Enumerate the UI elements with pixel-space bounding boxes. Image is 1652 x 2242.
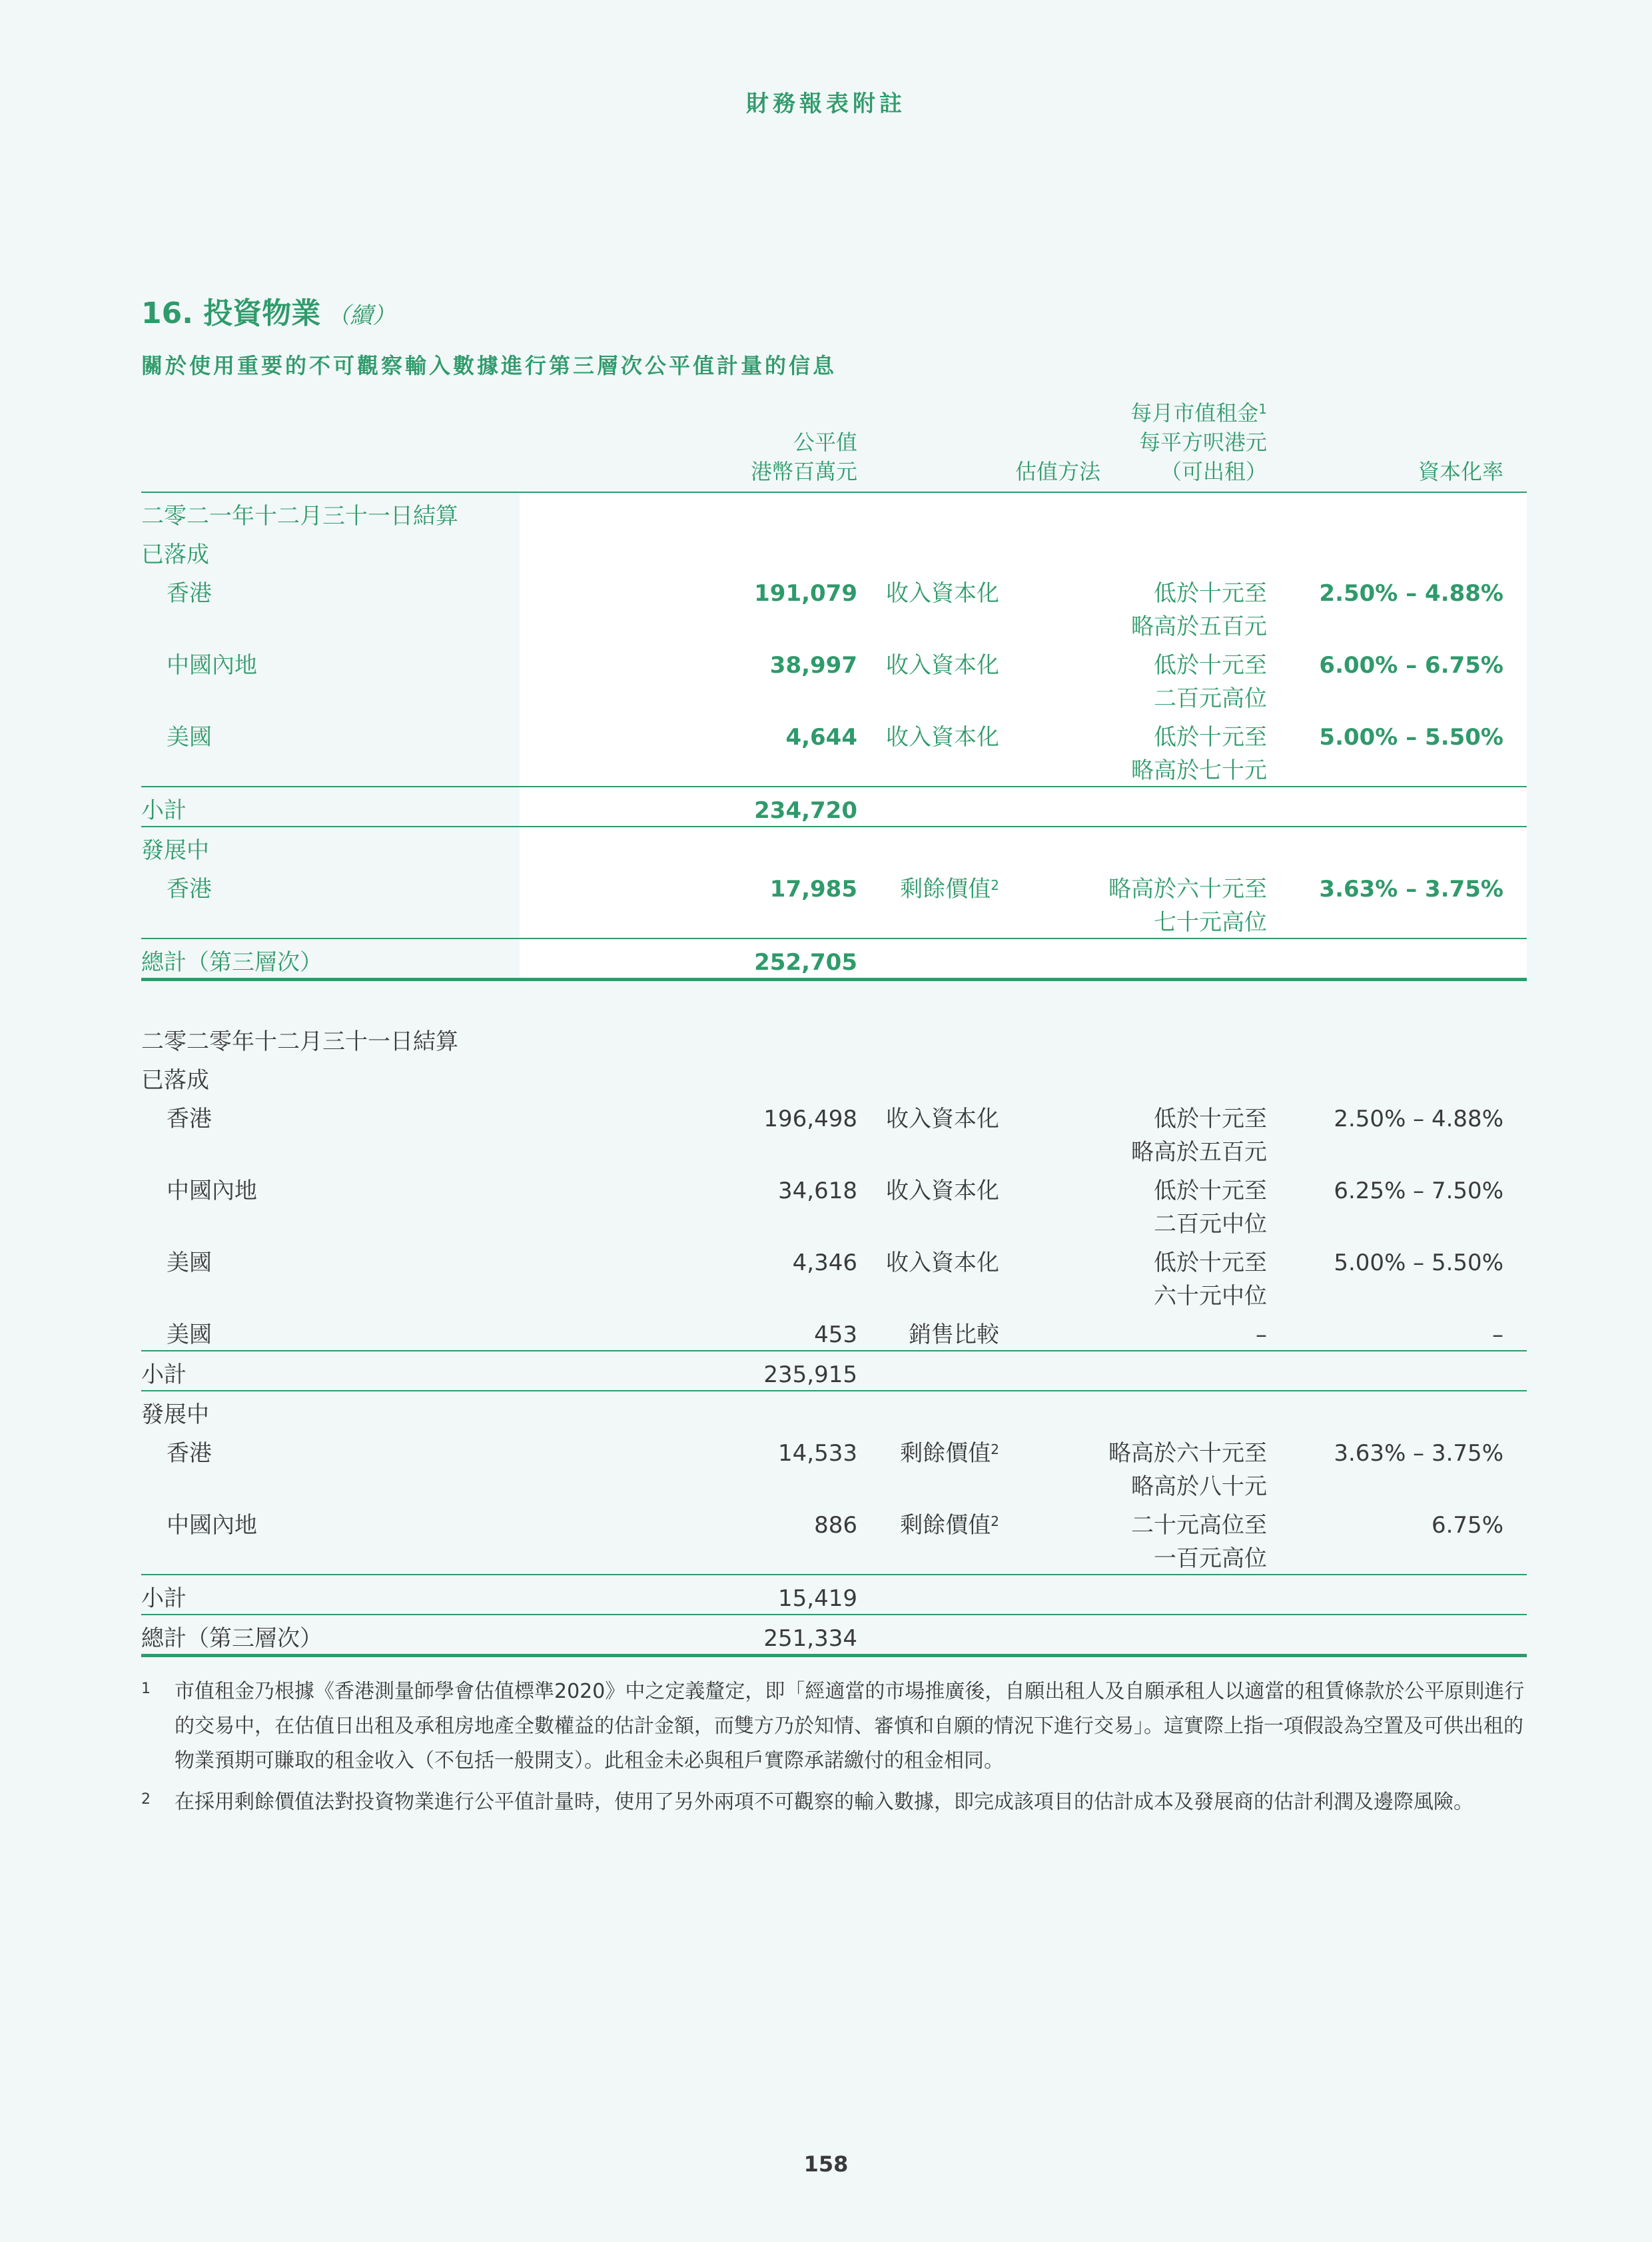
rate-cell: 5.00% – 5.50% [1319,724,1503,751]
fair-value-cell: 453 [814,1321,857,1348]
group-row [141,532,1527,570]
rate-cell: 3.63% – 3.75% [1334,1440,1503,1467]
table-row [141,1311,1527,1350]
subtotal-row [141,787,1527,826]
table-row [141,714,1527,786]
rent-cell: 低於十元至 二百元高位 [1154,652,1267,712]
rent-cell: 低於十元至 六十元中位 [1154,1250,1267,1309]
fair-value-cell: 886 [814,1512,857,1539]
footnote-number: 1 [141,1681,151,1697]
rate-cell: 6.75% [1431,1512,1503,1539]
rent-cell: 低於十元至 略高於五百元 [1131,1106,1267,1166]
group-row [141,1057,1527,1096]
col-cap-rate: 資本化率 [1418,459,1503,484]
period-label: 二零二零年十二月三十一日結算 [141,1028,458,1055]
table-row [141,570,1527,642]
rate-cell: 2.50% – 4.88% [1319,580,1503,607]
method-cell [900,873,999,906]
method-text: 剩餘價值 [900,876,991,903]
rent-cell: 低於十元至 略高於七十元 [1131,724,1267,784]
method-cell: 收入資本化 [886,724,999,751]
footnote-text: 市值租金乃根據《香港測量師學會估值標準2020》中之定義釐定，即「經適當的市場推廣後，自願出租人及自願承租人以適當的租賃條款於公平原則進行的交易中，在估值日出租及承租房地產全數權益的估計金額，而雙方乃於知情、審慎和自願的情況下進行交易」。這實際上指一項假設為空置及可供出租的物業預期可賺取的租金收入（不包括一般開支）。此租金未必與租戶實際承諾繳付的租金相同。 [175,1680,1525,1772]
table-row [141,1430,1527,1502]
fair-value-cell: 14,533 [778,1440,857,1467]
table-header [141,402,1527,492]
current-year-block [141,493,1527,981]
region-cell: 香港 [167,1106,212,1132]
subtotal-value: 235,915 [763,1361,857,1388]
rent-cell: 低於十元至 二百元中位 [1154,1178,1267,1238]
region-cell: 香港 [167,1440,212,1467]
rate-cell: 6.25% – 7.50% [1334,1178,1503,1204]
rent-cell: – [1256,1321,1267,1348]
period-label: 二零二一年十二月三十一日結算 [141,503,458,530]
block-gap [141,981,1527,1018]
footnote-1 [141,1675,1527,1778]
section-title [141,289,395,332]
rate-cell: 5.00% – 5.50% [1334,1250,1503,1276]
method-cell: 收入資本化 [886,580,999,607]
col-fair-value: 公平值 港幣百萬元 [750,430,857,484]
subtotal-label: 小計 [141,1361,187,1388]
group-label: 發展中 [141,1401,209,1428]
footnote-2 [141,1785,1527,1820]
method-cell [900,1437,999,1470]
footnote-ref: 2 [991,1441,999,1457]
fair-value-cell: 38,997 [769,652,857,679]
table-subtitle: 關於使用重要的不可觀察輸入數據進行第三層次公平值計量的信息 [141,353,837,378]
fair-value-cell: 34,618 [778,1178,857,1204]
rent-cell: 低於十元至 略高於五百元 [1131,580,1267,640]
level3-table [141,402,1527,1657]
method-cell: 收入資本化 [886,1106,999,1132]
group-label: 已落成 [141,1067,209,1094]
total-row [141,939,1527,978]
region-cell: 香港 [167,876,212,903]
table-row [141,1502,1527,1574]
col-monthly-rent-unit: 每平方呎港元 （可出租） [1138,430,1267,484]
footnote-ref: 2 [991,877,999,893]
rent-cell: 二十元高位至 一百元高位 [1131,1512,1267,1572]
total-value: 251,334 [763,1625,857,1652]
footnote-ref: 2 [991,1513,999,1529]
rent-cell: 略高於六十元至 略高於八十元 [1108,1440,1267,1500]
region-cell: 中國內地 [167,1512,257,1539]
method-cell: 收入資本化 [886,1178,999,1204]
subtotal-value: 234,720 [754,797,857,824]
total-value: 252,705 [754,949,857,976]
method-cell: 收入資本化 [886,1250,999,1276]
prior-year-block [141,1018,1527,1657]
fair-value-cell: 17,985 [769,876,857,903]
section-continued: （續） [327,302,396,329]
table-row [141,866,1527,938]
rent-cell: 略高於六十元至 七十元高位 [1108,876,1267,936]
total-rule [141,978,1527,981]
footnote-text: 在採用剩餘價值法對投資物業進行公平值計量時，使用了另外兩項不可觀察的輸入數據，即完成該項目的估計成本及發展商的估計利潤及邊際風險。 [175,1790,1473,1814]
rate-cell: – [1492,1321,1503,1348]
region-cell: 美國 [167,724,212,751]
region-cell: 美國 [167,1321,212,1348]
table-row [141,1240,1527,1311]
col-monthly-rent-title: 每月市值租金 [1130,400,1259,426]
group-label: 發展中 [141,837,209,864]
method-text: 剩餘價值 [900,1512,991,1539]
method-cell: 收入資本化 [886,652,999,679]
period-row [141,1018,1527,1057]
subtotal-row [141,1351,1527,1390]
section-title-text: 16. 投資物業 [141,296,321,330]
footnote-number: 2 [141,1791,151,1808]
region-cell: 中國內地 [167,1178,257,1204]
group-row [141,827,1527,866]
running-header: 財務報表附註 [746,91,906,117]
fair-value-cell: 4,644 [785,724,857,751]
table-row [141,642,1527,714]
table-row [141,1168,1527,1240]
total-rule [141,1654,1527,1657]
group-row [141,1391,1527,1430]
fair-value-cell: 191,079 [754,580,857,607]
col-valuation-method: 估值方法 [1015,459,1100,484]
method-cell [900,1509,999,1542]
period-row [141,493,1527,532]
footnote-ref: 1 [1258,401,1267,417]
subtotal-label: 小計 [141,797,187,824]
footnotes [141,1675,1527,1826]
table-row [141,1096,1527,1168]
method-cell: 銷售比較 [909,1321,999,1348]
fair-value-cell: 196,498 [763,1106,857,1132]
group-label: 已落成 [141,542,209,568]
total-label: 總計（第三層次） [141,1625,322,1652]
total-label: 總計（第三層次） [141,949,322,976]
subtotal-label: 小計 [141,1585,187,1612]
fair-value-cell: 4,346 [792,1250,857,1276]
total-row [141,1615,1527,1654]
region-cell: 美國 [167,1250,212,1276]
rate-cell: 2.50% – 4.88% [1334,1106,1503,1132]
region-cell: 香港 [167,580,212,607]
subtotal-value: 15,419 [778,1585,857,1612]
page-number: 158 [803,2151,849,2177]
region-cell: 中國內地 [167,652,257,679]
method-text: 剩餘價值 [900,1440,991,1467]
rate-cell: 6.00% – 6.75% [1319,652,1503,679]
subtotal-row [141,1575,1527,1614]
rate-cell: 3.63% – 3.75% [1319,876,1503,903]
col-monthly-rent [1130,398,1267,486]
